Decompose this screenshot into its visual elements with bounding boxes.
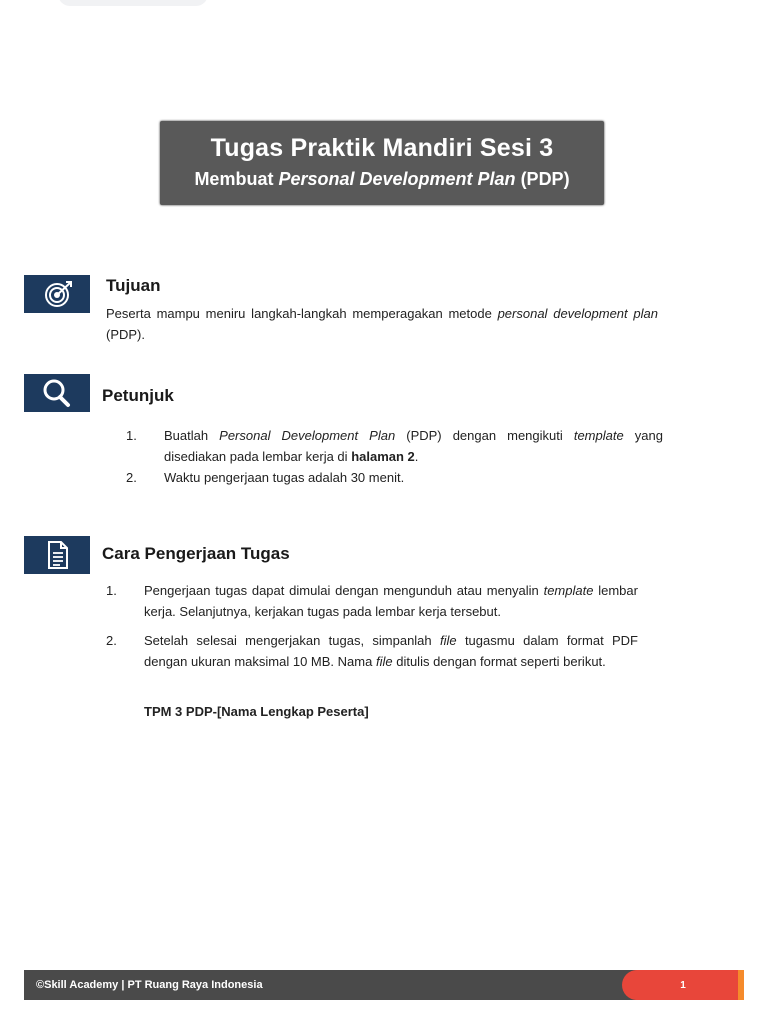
tujuan-text <box>106 303 658 345</box>
footer-copyright: ©Skill Academy | PT Ruang Raya Indonesia <box>36 979 263 991</box>
item-text: Setelah selesai mengerjakan tugas, simpanlah <box>144 633 432 648</box>
document-icon <box>24 536 90 574</box>
target-icon <box>24 275 90 313</box>
list-number: 1. <box>106 583 117 598</box>
filename-format: TPM 3 PDP-[Nama Lengkap Peserta] <box>144 704 369 719</box>
top-tab-edge <box>58 0 208 6</box>
item-italic: Personal Development Plan <box>219 428 396 443</box>
title-box <box>160 121 604 205</box>
item-text: Buatlah <box>164 428 209 443</box>
petunjuk-list <box>126 425 663 488</box>
item-bold: halaman 2 <box>351 449 415 464</box>
list-item <box>106 580 638 622</box>
section-title-petunjuk: Petunjuk <box>102 386 174 405</box>
list-number: 2. <box>126 470 137 485</box>
list-number: 1. <box>126 428 137 443</box>
subtitle-prefix: Membuat <box>194 169 274 189</box>
section-title-tujuan: Tujuan <box>106 276 161 295</box>
tujuan-text-b: (PDP). <box>106 327 145 342</box>
item-text: Pengerjaan tugas dapat dimulai dengan mengunduh atau menyalin <box>144 583 539 598</box>
list-item <box>126 425 663 467</box>
item-text: lembar kerja. Selanjutnya, kerjakan tugas pada lembar kerja tersebut. <box>144 583 638 619</box>
item-text: ditulis dengan format seperti berikut. <box>396 654 606 669</box>
footer-bar <box>24 970 744 1000</box>
list-number: 2. <box>106 633 117 648</box>
tujuan-text-a: Peserta mampu meniru langkah-langkah memperagakan metode <box>106 306 492 321</box>
subtitle-italic: Personal Development Plan <box>278 169 516 189</box>
page-subtitle <box>160 169 604 190</box>
page-title: Tugas Praktik Mandiri Sesi 3 <box>210 134 554 162</box>
list-item <box>126 467 663 488</box>
section-title-cara: Cara Pengerjaan Tugas <box>102 544 290 563</box>
tujuan-text-italic: personal development plan <box>497 306 658 321</box>
item-text: (PDP) dengan mengikuti <box>406 428 563 443</box>
item-text: Waktu pengerjaan tugas adalah 30 menit. <box>164 470 405 485</box>
subtitle-suffix: (PDP) <box>520 169 570 189</box>
item-text: yang disediakan pada lembar kerja di <box>164 428 663 464</box>
item-italic: template <box>573 428 624 443</box>
cara-list <box>106 580 638 672</box>
item-italic: file <box>375 654 393 669</box>
search-icon <box>24 374 90 412</box>
item-text: . <box>414 449 419 464</box>
page-number: 1 <box>622 970 744 1000</box>
item-italic: file <box>439 633 457 648</box>
item-italic: template <box>543 583 594 598</box>
item-text: tugasmu dalam format PDF dengan ukuran maksimal 10 MB. Nama <box>144 633 638 669</box>
list-item <box>106 630 638 672</box>
